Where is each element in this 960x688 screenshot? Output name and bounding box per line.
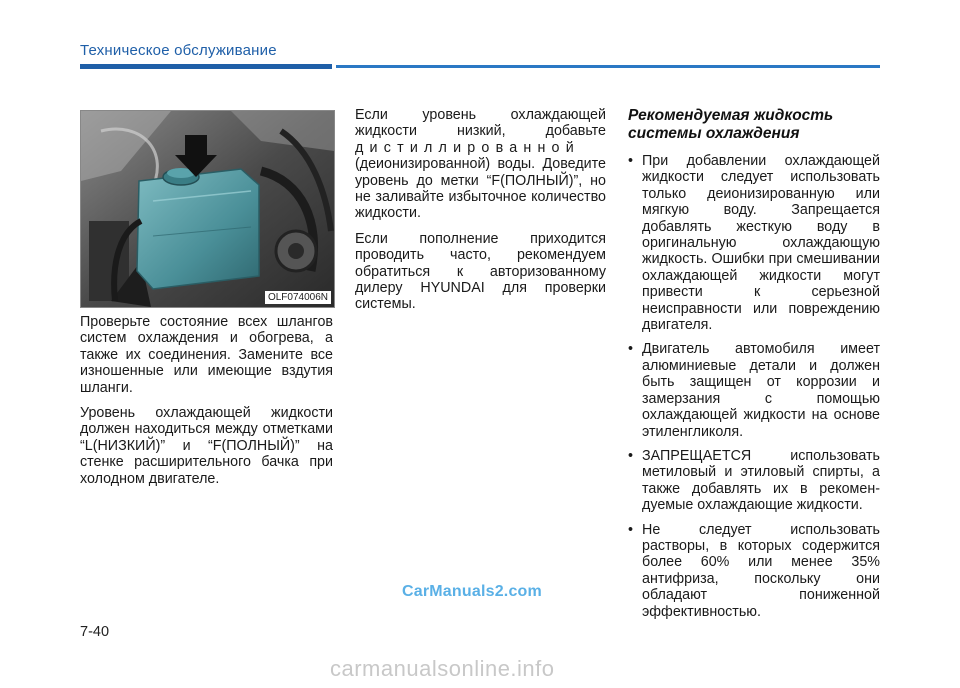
bullet-marker: • [628,521,634,538]
bullet-text: Двигатель автомобиля имеет алюминиевые детали и должен быть защищен от коррозии и замерзания с помощью охлаждающей жидкости на основе этиленгликоля. [642,341,880,440]
footer-watermark: carmanualsonline.info [330,656,555,681]
distilled-word: дистиллированной [355,139,580,156]
add-water-paragraph-start: Если уровень охлаждающей жидкости низкий, добавьте [355,107,606,140]
section-header-title: Техническое обслуживание [80,42,277,59]
bullet-marker: • [628,153,634,169]
bullet-text: ЗАПРЕЩАЕТСЯ использовать метиловый и этиловый спирты, а также добавлять их в рекомен-дуемые охлаждающие жидкости. [642,447,880,514]
list-item [628,341,880,439]
list-item [628,448,880,514]
recommended-coolant-heading: Рекомендуемая жидкость системы охлаждения [628,107,834,142]
dealer-paragraph: Если пополнение приходится проводить часто, рекомендуем обратиться к авторизованному дилеру HYUNDAI для проверки системы. [355,230,606,313]
page-number: 7-40 [80,624,110,640]
carmanuals-watermark-link[interactable]: CarManuals2.com [402,583,542,600]
bullet-text: При добавлении охлаждающей жидкости следует использовать только деионизированную или мягкую воду. Запрещается добавлять жесткую воду в оригинальную охлаждающую жидкость. Ошибки при смешивании охлаждающей жидкости могут привести к серьезной неисправности или повреждению двигателя. [642,153,880,334]
add-water-paragraph [355,107,606,222]
header-rule-dark [80,64,332,69]
middle-column-text [355,107,606,322]
coolant-reservoir-photo [80,110,335,308]
add-water-paragraph-end: (деионизированной) воды. Доведите уровень до метки “F(ПОЛНЫЙ)”, но не заливайте избыточное количество жидкости. [355,156,606,222]
figure-caption: OLF074006N [265,291,331,304]
hose-check-paragraph: Проверьте состояние всех шлангов систем охлаждения и обогрева, а также их соединения. Замените все изношенные или имеющие вздутия шланги. [80,314,333,396]
bullet-marker: • [628,447,634,464]
bullet-marker: • [628,341,634,358]
bullet-text: Не следует использовать растворы, в которых содержится более 60% или менее 35% антифриза, поскольку они обладают пониженной эффективностью. [642,521,880,620]
list-item [628,153,880,333]
right-column-text [628,107,880,628]
coolant-level-paragraph: Уровень охлаждающей жидкости должен находиться между отметками “L(НИЗКИЙ)” и “F(ПОЛНЫЙ)” на стенке расширительного бачка при холодном двигателе. [80,405,333,487]
header-rule-light [336,65,880,68]
list-item [628,522,880,620]
engine-bay-illustration [81,111,334,307]
left-column-text [80,314,333,496]
coolant-bullet-list [628,153,880,620]
